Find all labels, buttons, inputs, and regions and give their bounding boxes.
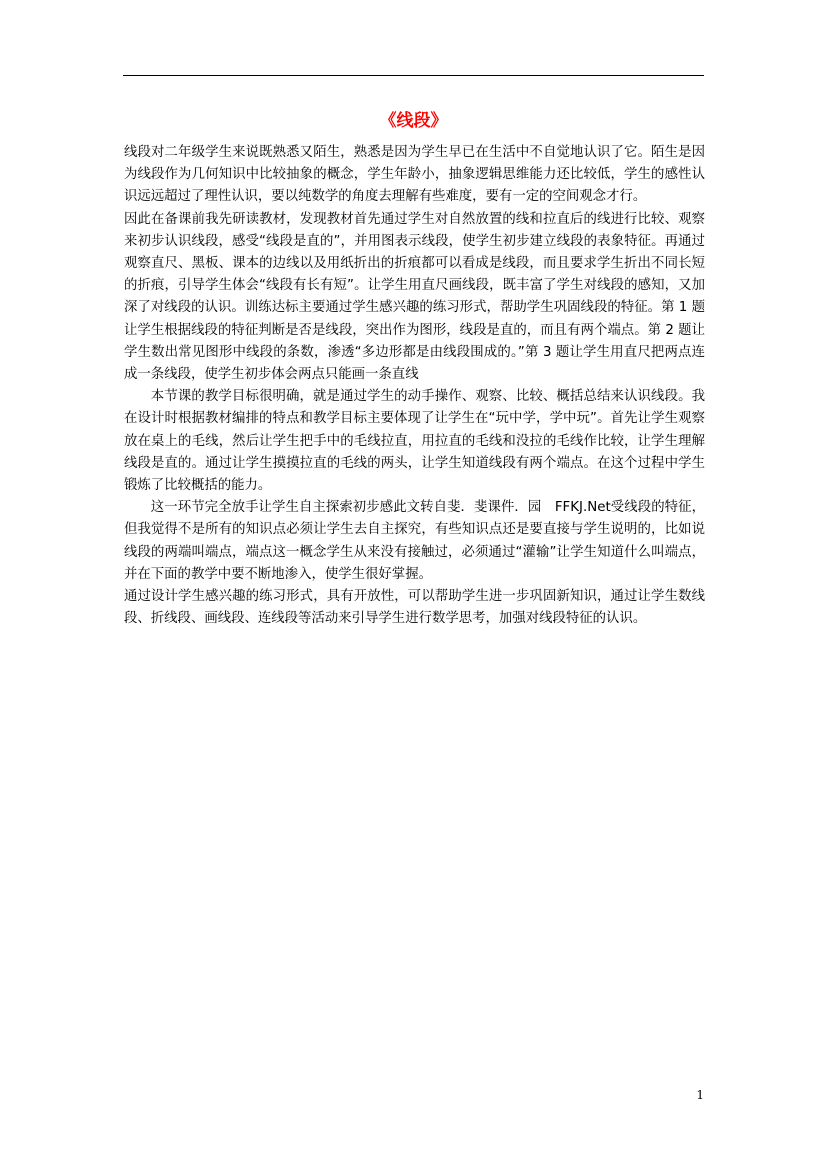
paragraph-teaching-goal: 本节课的教学目标很明确，就是通过学生的动手操作、观察、比较、概括总结来认识线段。我在设计时根据教材编排的特点和教学目标主要体现了让学生在“玩中学，学中玩”。首先让学生观察放在桌上的毛线，然后让学生把手中的毛线拉直，用拉直的毛线和没拉的毛线作比较，让学生理解线段是直的。通过让学生摸摸拉直的毛线的两头，让学生知道线段有两个端点。在这个过程中学生锻炼了比较概括的能力。 <box>124 389 705 494</box>
paragraph-intro: 线段对二年级学生来说既熟悉又陌生，熟悉是因为学生早已在生活中不自觉地认识了它。陌生是因为线段作为几何知识中比较抽象的概念，学生年龄小，抽象逻辑思维能力还比较低，学生的感性认识远远超过了理性认识，要以纯数学的角度去理解有些难度，要有一定的空间观念才行。 <box>124 145 705 205</box>
page-number: 1 <box>696 1088 704 1102</box>
document-body <box>124 142 705 630</box>
paragraph-practice: 通过设计学生感兴趣的练习形式，具有开放性，可以帮助学生进一步巩固新知识，通过让学生数线段、折线段、画线段、连线段等活动来引导学生进行数学思考，加强对线段特征的认识。 <box>124 589 705 627</box>
document-title: 《线段》 <box>379 111 448 131</box>
header-rule <box>123 75 704 76</box>
paragraph-textbook-analysis: 因此在备课前我先研读教材，发现教材首先通过学生对自然放置的线和拉直后的线进行比较、观察来初步认识线段，感受“线段是直的”，并用图表示线段，使学生初步建立线段的表象特征。再通过观察直尺、黑板、课本的边线以及用纸折出的折痕都可以看成是线段，而且要求学生折出不同长短的折痕，引导学生体会“线段有长有短”。让学生用直尺画线段，既丰富了学生对线段的感知，又加深了对线段的认识。训练达标主要通过学生感兴趣的练习形式，帮助学生巩固线段的特征。第 1 题让学生根据线段的特征判断是否是线段，突出作为图形，线段是直的，而且有两个端点。第 2 题让学生数出常见图形中线段的条数，渗透“多边形都是由线段围成的。”第 3 题让学生用直尺把两点连成一条线段，使学生初步体会两点只能画一条直线 <box>124 211 705 383</box>
paragraph-exploration: 这一环节完全放手让学生自主探索初步感此文转自斐．斐课件．园 FFKJ.Net受线段的特征，但我觉得不是所有的知识点必须让学生去自主探究，有些知识点还是要直接与学生说明的，比如说线段的两端叫端点，端点这一概念学生从来没有接触过，必须通过“灌输”让学生知道什么叫端点，并在下面的教学中要不断地渗入，使学生很好掌握。 <box>124 500 705 582</box>
